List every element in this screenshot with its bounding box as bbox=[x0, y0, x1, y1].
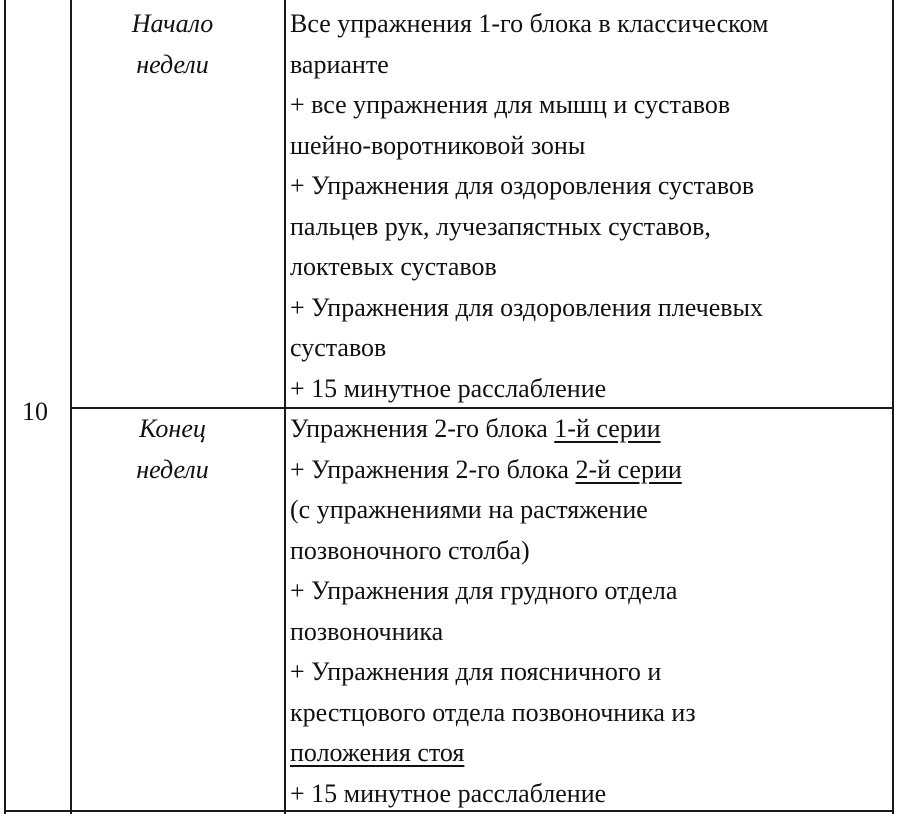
text-segment: + Упражнения 2-го блока bbox=[290, 454, 576, 484]
text-segment: варианте bbox=[290, 49, 389, 79]
text-segment: позвоночного столба) bbox=[290, 535, 530, 565]
content-line bbox=[290, 409, 888, 450]
text-segment: локтевых суставов bbox=[290, 252, 497, 281]
text-segment: пальцев рук, лучезапястных суставов, bbox=[290, 211, 711, 241]
content-line bbox=[290, 571, 888, 612]
content-line bbox=[290, 693, 888, 734]
content-line bbox=[290, 450, 888, 491]
text-segment: Все упражнения 1-го блока в классическом bbox=[290, 9, 769, 38]
period-cell-week-start: Начало недели bbox=[131, 9, 214, 79]
content-cell-week-start bbox=[290, 4, 888, 409]
underlined-text: 2-й серии bbox=[575, 454, 682, 484]
underlined-text: положения стоя bbox=[290, 738, 465, 767]
content-line bbox=[290, 774, 888, 815]
content-line bbox=[290, 247, 888, 288]
content-line bbox=[290, 45, 888, 86]
content-line bbox=[290, 612, 888, 653]
row-number-cell: 10 bbox=[22, 397, 48, 426]
content-line bbox=[290, 490, 888, 531]
text-segment: + Упражнения для оздоровления суставов bbox=[290, 171, 755, 200]
text-segment: позвоночника bbox=[290, 616, 444, 646]
text-segment: + Упражнения для грудного отдела bbox=[290, 576, 678, 605]
content-line bbox=[290, 207, 888, 248]
content-line bbox=[290, 652, 888, 693]
period-cell-week-end: Конец недели bbox=[136, 414, 209, 484]
content-line bbox=[290, 126, 888, 167]
content-line bbox=[290, 166, 888, 207]
content-line bbox=[290, 4, 888, 45]
content-line bbox=[290, 85, 888, 126]
text-segment: Упражнения 2-го блока bbox=[290, 414, 555, 443]
text-segment: (с упражнениями на растяжение bbox=[290, 495, 648, 524]
text-segment: + Упражнения для оздоровления плечевых bbox=[290, 292, 764, 322]
content-line bbox=[290, 328, 888, 369]
text-segment: шейно-воротниковой зоны bbox=[290, 130, 586, 160]
content-line bbox=[290, 531, 888, 572]
content-cell-week-end bbox=[290, 409, 888, 814]
text-segment: суставов bbox=[290, 333, 387, 362]
content-line bbox=[290, 288, 888, 329]
text-segment: + Упражнения для поясничного и bbox=[290, 657, 662, 686]
content-line bbox=[290, 369, 888, 410]
text-segment: + 15 минутное расслабление bbox=[290, 373, 607, 403]
text-segment: + 15 минутное расслабление bbox=[290, 778, 607, 808]
text-segment: крестцового отдела позвоночника из bbox=[290, 697, 696, 727]
underlined-text: 1-й серии bbox=[554, 414, 661, 443]
text-segment: + все упражнения для мышц и суставов bbox=[290, 90, 731, 119]
content-line bbox=[290, 733, 888, 774]
